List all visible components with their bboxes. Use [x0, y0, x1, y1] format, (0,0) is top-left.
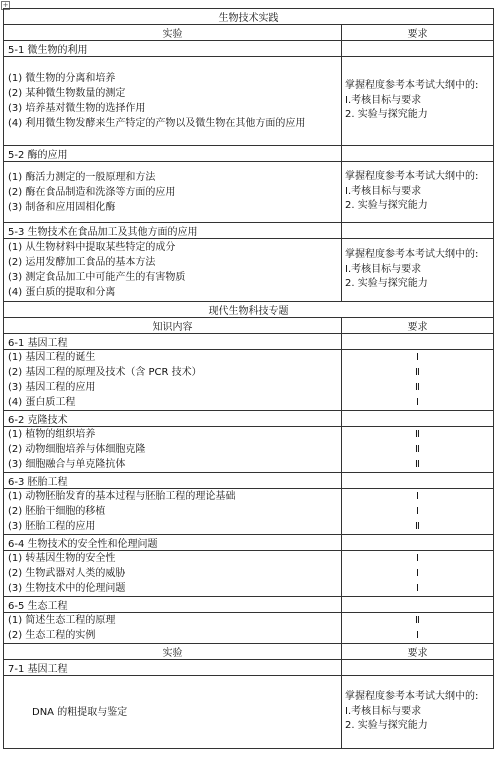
empty-cell — [342, 334, 494, 350]
section-title: 6-5 生态工程 — [4, 597, 342, 613]
section-title: 6-1 基因工程 — [4, 334, 342, 350]
section-heading: 现代生物科技专题 — [4, 302, 494, 318]
list-item: (1) 转基因生物的安全性 — [8, 553, 116, 564]
section-items — [4, 239, 342, 302]
level-value: Ⅰ — [416, 568, 419, 579]
empty-cell — [342, 411, 494, 427]
empty-cell — [342, 41, 494, 57]
section-title: 6-3 胚胎工程 — [4, 473, 342, 489]
section-items — [4, 489, 342, 535]
list-item: (3) 培养基对微生物的选择作用 — [8, 103, 146, 114]
level-value: Ⅰ — [416, 553, 419, 564]
level-value: Ⅱ — [415, 459, 420, 470]
section-title: 6-2 克隆技术 — [4, 411, 342, 427]
list-item: (4) 蛋白质的提取和分离 — [8, 287, 116, 298]
empty-cell — [342, 535, 494, 551]
empty-cell — [342, 146, 494, 162]
requirement-line: 掌握程度参考本考试大纲中的: — [345, 171, 479, 183]
level-cell — [342, 427, 494, 473]
requirement-line: Ⅰ.考核目标与要求 — [345, 94, 422, 106]
section-items — [4, 350, 342, 411]
section-title: 6-4 生物技术的安全性和伦理问题 — [4, 535, 342, 551]
list-item: (2) 动物细胞培养与体细胞克隆 — [8, 444, 146, 455]
requirement-line: 2. 实验与探究能力 — [345, 109, 428, 121]
level-value: Ⅰ — [416, 583, 419, 594]
list-item: (2) 胚胎干细胞的移植 — [8, 506, 106, 517]
requirement-line: Ⅰ.考核目标与要求 — [345, 185, 422, 197]
list-item: (1) 酶活力测定的一般原理和方法 — [8, 171, 156, 183]
list-item: (1) 从生物材料中提取某些特定的成分 — [8, 242, 176, 253]
list-item: (3) 细胞融合与单克隆抗体 — [8, 459, 126, 470]
requirement-line: 掌握程度参考本考试大纲中的: — [345, 691, 479, 703]
list-item: DNA 的粗提取与鉴定 — [32, 706, 128, 718]
level-value: Ⅰ — [416, 352, 419, 363]
level-value: Ⅰ — [416, 506, 419, 517]
list-item: (2) 基因工程的原理及技术（含 PCR 技术） — [8, 367, 202, 378]
list-item: (3) 制备和应用固相化酶 — [8, 201, 116, 213]
level-cell — [342, 551, 494, 597]
requirement-line: 掌握程度参考本考试大纲中的: — [345, 80, 479, 92]
requirement-cell — [342, 239, 494, 302]
section-items — [4, 162, 342, 223]
requirement-line: Ⅰ.考核目标与要求 — [345, 705, 422, 717]
column-header-knowledge: 知识内容 — [4, 318, 342, 334]
list-item: (2) 生态工程的实例 — [8, 630, 96, 641]
list-item: (2) 酶在食品制造和洗涤等方面的应用 — [8, 186, 176, 198]
level-value: Ⅱ — [415, 444, 420, 455]
level-value: Ⅰ — [416, 491, 419, 502]
requirement-cell — [342, 162, 494, 223]
section-items — [4, 551, 342, 597]
requirement-cell — [342, 57, 494, 146]
list-item: (1) 微生物的分离和培养 — [8, 73, 116, 84]
column-header-experiment: 实验 — [4, 25, 342, 41]
list-item: (2) 运用发酵加工食品的基本方法 — [8, 257, 156, 268]
empty-cell — [342, 660, 494, 676]
list-item: (4) 蛋白质工程 — [8, 397, 76, 408]
section-items — [4, 57, 342, 146]
table-title: 生物技术实践 — [4, 9, 494, 25]
section-title: 5-3 生物技术在食品加工及其他方面的应用 — [4, 223, 342, 239]
section-title: 5-1 微生物的利用 — [4, 41, 342, 57]
list-item: (1) 基因工程的诞生 — [8, 352, 96, 363]
empty-cell — [342, 597, 494, 613]
list-item: (1) 动物胚胎发育的基本过程与胚胎工程的理论基础 — [8, 491, 236, 502]
list-item: (3) 生物技术中的伦理问题 — [8, 583, 126, 594]
level-value: Ⅱ — [415, 615, 420, 626]
column-header-requirement: 要求 — [342, 644, 494, 660]
empty-cell — [342, 473, 494, 489]
section-title: 7-1 基因工程 — [4, 660, 342, 676]
column-header-requirement: 要求 — [342, 318, 494, 334]
list-item: (2) 生物武器对人类的威胁 — [8, 568, 126, 579]
list-item: (4) 利用微生物发酵来生产特定的产物以及微生物在其他方面的应用 — [8, 118, 306, 129]
requirement-line: Ⅰ.考核目标与要求 — [345, 263, 422, 275]
level-value: Ⅰ — [416, 397, 419, 408]
empty-cell — [342, 223, 494, 239]
level-value: Ⅱ — [415, 521, 420, 532]
syllabus-table — [3, 8, 494, 749]
requirement-line: 2. 实验与探究能力 — [345, 278, 428, 290]
list-item: (2) 某种微生物数量的测定 — [8, 88, 126, 99]
list-item: (3) 测定食品加工中可能产生的有害物质 — [8, 272, 186, 283]
level-value: Ⅱ — [415, 367, 420, 378]
list-item: (3) 胚胎工程的应用 — [8, 521, 96, 532]
column-header-requirement: 要求 — [342, 25, 494, 41]
section-items — [4, 613, 342, 644]
list-item: (1) 简述生态工程的原理 — [8, 615, 116, 626]
section-items — [4, 676, 342, 749]
level-cell — [342, 489, 494, 535]
section-items — [4, 427, 342, 473]
list-item: (3) 基因工程的应用 — [8, 382, 96, 393]
level-value: Ⅱ — [415, 382, 420, 393]
requirement-line: 2. 实验与探究能力 — [345, 200, 428, 212]
table-move-handle-icon[interactable]: + — [2, 1, 9, 9]
requirement-cell — [342, 676, 494, 749]
level-cell — [342, 613, 494, 644]
section-title: 5-2 酶的应用 — [4, 146, 342, 162]
level-value: Ⅱ — [415, 429, 420, 440]
column-header-experiment: 实验 — [4, 644, 342, 660]
requirement-line: 掌握程度参考本考试大纲中的: — [345, 249, 479, 261]
list-item: (1) 植物的组织培养 — [8, 429, 96, 440]
requirement-line: 2. 实验与探究能力 — [345, 720, 428, 732]
level-cell — [342, 350, 494, 411]
level-value: Ⅰ — [416, 630, 419, 641]
